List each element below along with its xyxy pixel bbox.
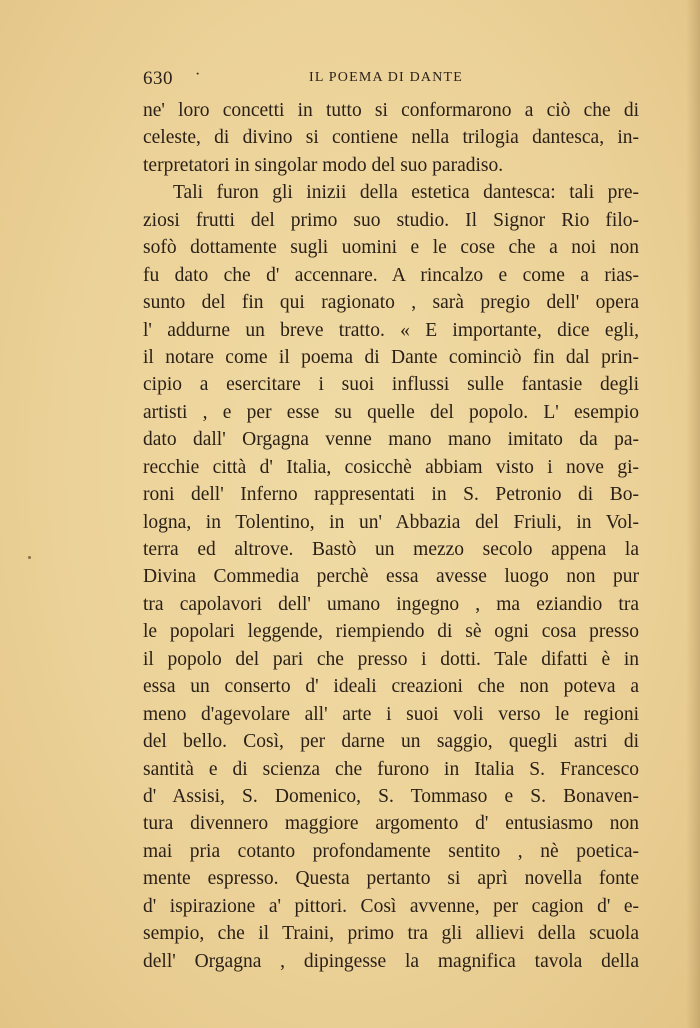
text-line: fu dato che d' accennare. A rincalzo e come a rias- [143,264,639,286]
text-line: il popolo del pari che presso i dotti. Tale difatti è in [143,648,639,670]
text-line: il notare come il poema di Dante cominciò fin dal prin- [143,346,639,368]
text-line: dell' Orgagna , dipingesse la magnifica tavola della [143,950,639,972]
text-line: del bello. Così, per darne un saggio, quegli astri di [143,731,639,753]
text-line: cipio a esercitare i suoi influssi sulle fantasie degli [143,374,639,396]
text-line: sofò dottamente sugli uomini e le cose che a noi non [143,237,639,259]
text-line: artisti , e per esse su quelle del popolo. L' esempio [143,401,639,423]
text-line: tura divennero maggiore argomento d' entusiasmo non [143,813,639,835]
text-line: l' addurne un breve tratto. « E importante, dice egli, [143,319,639,341]
running-title: IL POEMA DI DANTE [309,70,464,85]
text-line: essa un conserto d' ideali creazioni che non poteva a [143,676,639,698]
text-line: mai pria cotanto profondamente sentito , nè poetica- [143,840,639,862]
text-line: tra capolavori dell' umano ingegno , ma eziandio tra [143,593,639,615]
text-line: recchie città d' Italia, cosicchè abbiam visto i nove gi- [143,456,639,478]
text-line: roni dell' Inferno rappresentati in S. Petronio di Bo- [143,484,639,506]
body-text [143,97,639,975]
text-line: ne' loro concetti in tutto si conformarono a ciò che di [143,100,639,121]
text-line: Tali furon gli inizii della estetica dantesca: tali pre- [173,182,639,204]
paper-speck [28,556,31,559]
text-line: le popolari leggende, riempiendo di sè ogni cosa presso [143,621,639,643]
text-line: terra ed altrove. Bastò un mezzo secolo appena la [143,539,639,560]
text-line: dato dall' Orgagna venne mano mano imitato da pa- [143,429,639,451]
text-line: logna, in Tolentino, in un' Abbazia del Friuli, in Vol- [143,511,639,533]
page-number: 630 [143,68,173,89]
text-line: meno d'agevolare all' arte i suoi voli verso le regioni [143,703,639,725]
text-line: mente espresso. Questa pertanto si aprì novella fonte [143,868,639,890]
header-dash: · [195,66,201,83]
text-line: celeste, di divino si contiene nella trilogia dantesca, in- [143,127,639,149]
text-line: sunto del fin qui ragionato , sarà pregio dell' opera [143,292,639,314]
page-edge-shadow [686,0,700,1028]
text-line: terpretatori in singolar modo del suo paradiso. [143,154,504,176]
text-line: santità e di scienza che furono in Italia S. Francesco [143,758,639,780]
text-line: d' ispirazione a' pittori. Così avvenne, per cagion d' e- [143,895,639,917]
running-header [143,68,639,94]
text-line: d' Assisi, S. Domenico, S. Tommaso e S. Bonaven- [143,785,639,807]
text-line: ziosi frutti del primo suo studio. Il Signor Rio filo- [143,209,639,231]
text-line: sempio, che il Traini, primo tra gli allievi della scuola [143,923,639,945]
text-line: Divina Commedia perchè essa avesse luogo non pur [143,566,639,588]
